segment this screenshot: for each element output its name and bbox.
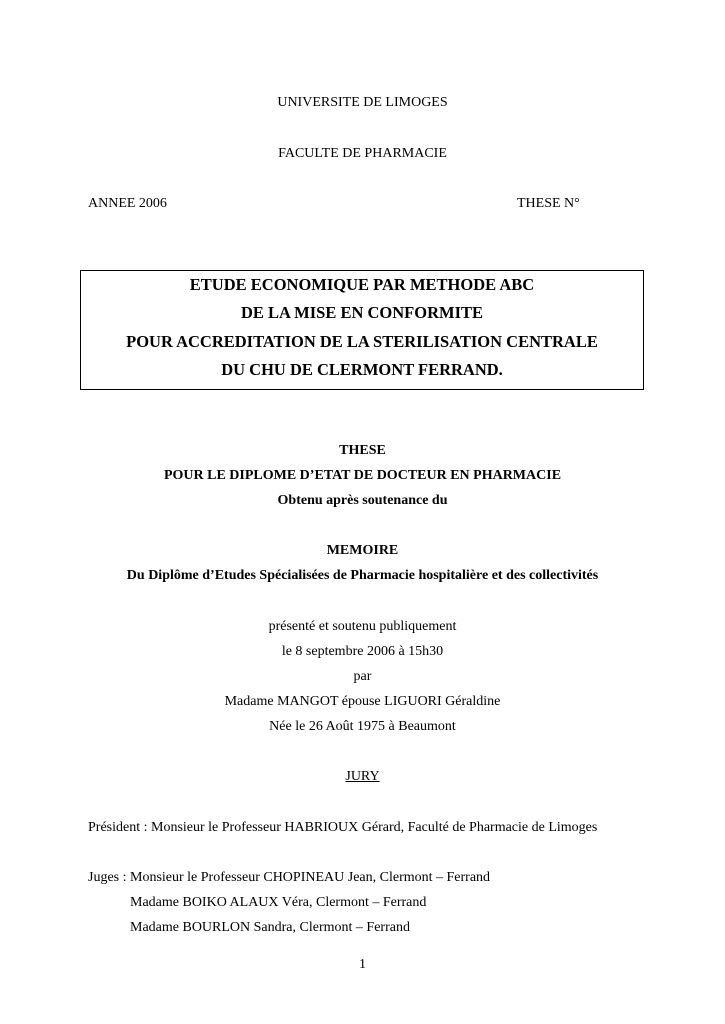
memoire-diploma: Du Diplôme d’Etudes Spécialisées de Pharmacie hospitalière et des collectivités bbox=[126, 568, 599, 583]
jury-heading: JURY bbox=[345, 769, 380, 784]
author-birth: Née le 26 Août 1975 à Beaumont bbox=[269, 719, 456, 734]
jury-president: Président : Monsieur le Professeur HABRIOUX Gérard, Faculté de Pharmacie de Limoges bbox=[88, 820, 598, 835]
thesis-number-label: THESE N° bbox=[517, 196, 580, 211]
title-line-3: POUR ACCREDITATION DE LA STERILISATION CENTRALE bbox=[126, 332, 598, 351]
page-number: 1 bbox=[359, 957, 366, 972]
thesis-heading: THESE bbox=[339, 443, 386, 458]
memoire-heading: MEMOIRE bbox=[326, 543, 399, 558]
jury-judge-1: Juges : Monsieur le Professeur CHOPINEAU Jean, Clermont – Ferrand bbox=[88, 870, 491, 885]
title-box bbox=[80, 270, 644, 390]
thesis-diploma: POUR LE DIPLOME D’ETAT DE DOCTEUR EN PHARMACIE bbox=[163, 468, 562, 483]
thesis-obtained: Obtenu après soutenance du bbox=[277, 493, 448, 508]
presented-text: présenté et soutenu publiquement bbox=[268, 619, 457, 634]
jury-judge-3: Madame BOURLON Sandra, Clermont – Ferrand bbox=[130, 920, 410, 935]
year-label: ANNEE 2006 bbox=[88, 196, 167, 211]
title-line-1: ETUDE ECONOMIQUE PAR METHODE ABC bbox=[189, 275, 535, 294]
university-name: UNIVERSITE DE LIMOGES bbox=[277, 95, 448, 110]
title-line-2: DE LA MISE EN CONFORMITE bbox=[240, 303, 484, 322]
defense-date: le 8 septembre 2006 à 15h30 bbox=[281, 644, 444, 659]
faculty-name: FACULTE DE PHARMACIE bbox=[278, 146, 447, 161]
by-text: par bbox=[353, 669, 372, 684]
title-line-4: DU CHU DE CLERMONT FERRAND. bbox=[221, 360, 503, 379]
author-name: Madame MANGOT épouse LIGUORI Géraldine bbox=[224, 694, 501, 709]
jury-judge-2: Madame BOIKO ALAUX Véra, Clermont – Ferrand bbox=[130, 895, 427, 910]
